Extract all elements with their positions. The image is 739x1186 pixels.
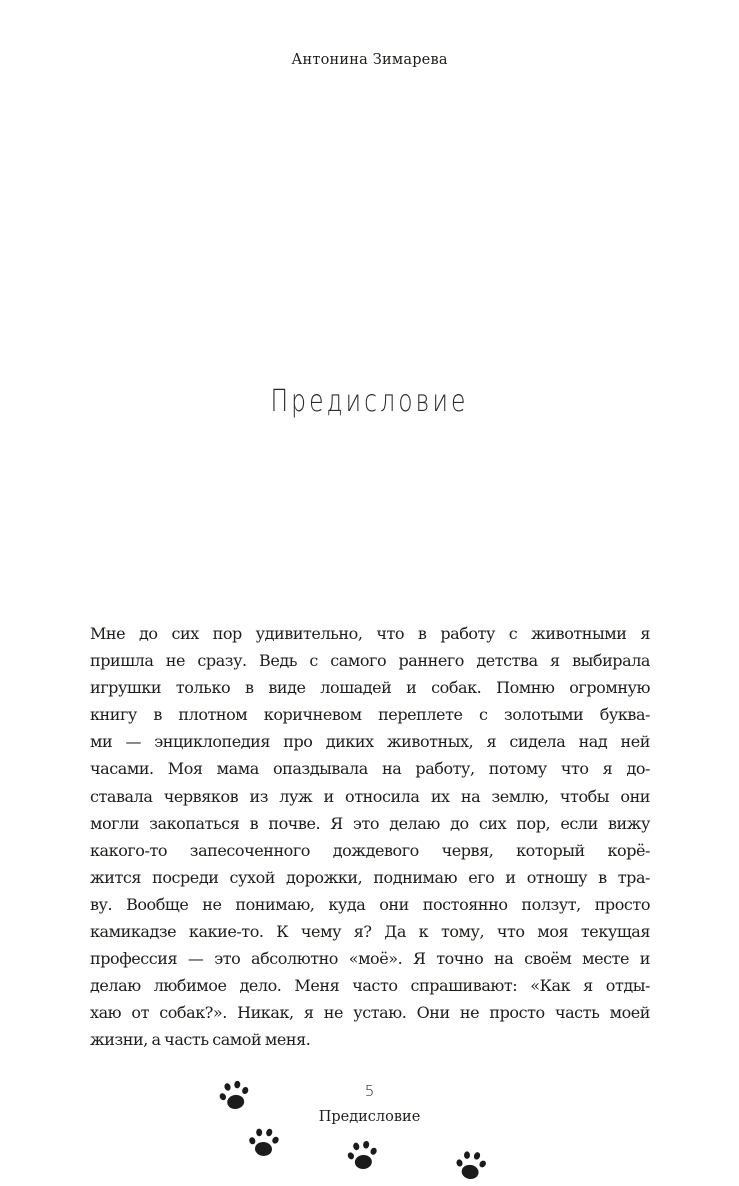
- body-line: какого-то запесоченного дождевого червя, который корё-: [90, 840, 650, 860]
- body-line: пришла не сразу. Ведь с самого раннего детства я выбирала: [90, 651, 650, 671]
- body-line: ставала червяков из луж и относила их на землю, чтобы они: [90, 786, 650, 806]
- paw-print-icon: [343, 1138, 383, 1176]
- chapter-title: Предисловие: [270, 384, 469, 419]
- paw-print-icon: [451, 1148, 491, 1186]
- body-line: профессия — это абсолютно «моё». Я точно на своём месте и: [90, 949, 650, 969]
- body-line: ву. Вообще не понимаю, куда они постоянно ползут, просто: [90, 894, 650, 914]
- footer-section-title: Предисловие: [318, 1109, 421, 1125]
- running-head-author: Антонина Зимарева: [291, 52, 448, 68]
- body-line: часами. Моя мама опаздывала на работу, потому что я до-: [90, 759, 650, 779]
- body-line: камикадзе какие-то. К чему я? Да к тому, что моя текущая: [90, 922, 650, 942]
- body-line: жизни, а часть самой меня.: [90, 1030, 311, 1050]
- paw-print-icon: [215, 1078, 255, 1116]
- body-line: могли закопаться в почве. Я это делаю до сих пор, если вижу: [90, 813, 650, 833]
- body-line: делаю любимое дело. Меня часто спрашивают: «Как я отды-: [90, 976, 650, 996]
- body-line: хаю от собак?». Никак, я не устаю. Они не просто часть моей: [90, 1003, 650, 1023]
- body-paragraph: [90, 620, 650, 1054]
- body-line: игрушки только в виде лошадей и собак. Помню огромную: [90, 678, 650, 698]
- page-number: 5: [364, 1082, 375, 1100]
- body-line: книгу в плотном коричневом переплете с золотыми буква-: [90, 705, 650, 725]
- body-line: ми — энциклопедия про диких животных, я сидела над ней: [90, 732, 650, 752]
- paw-print-icon: [244, 1125, 284, 1163]
- body-line: Мне до сих пор удивительно, что в работу с животными я: [90, 624, 650, 643]
- body-line: жится посреди сухой дорожки, поднимаю его и отношу в тра-: [90, 867, 650, 887]
